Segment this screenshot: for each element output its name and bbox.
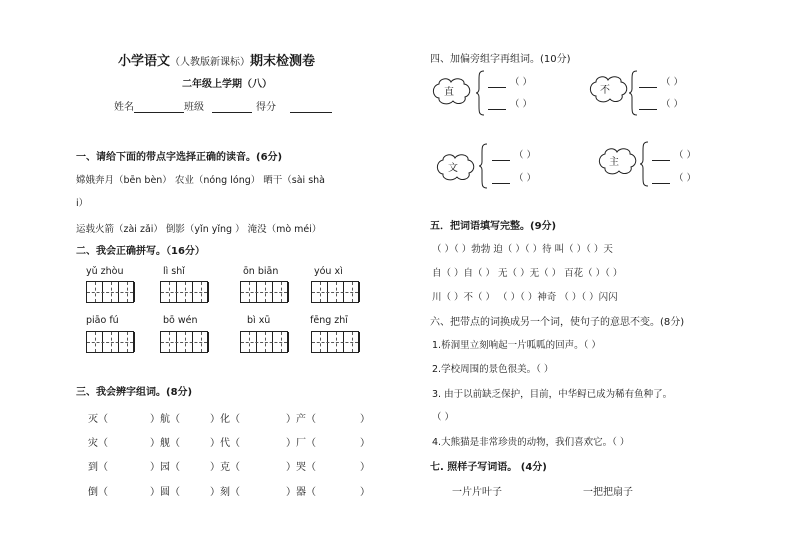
blank-parens: （ ）: [674, 173, 697, 184]
q4-blank-row[interactable]: [639, 96, 683, 110]
q3-cell: ）圆（: [150, 487, 180, 498]
q2-heading: 二、我会正确拼写。（16分）: [76, 246, 205, 257]
q3-cell: ）代（: [210, 438, 240, 449]
q3-cell: ）克（: [210, 462, 240, 473]
curly-brace-icon: [639, 141, 649, 187]
pinyin-item: yǔ zhòu: [86, 266, 124, 277]
flower-char: 直: [444, 87, 454, 98]
name-label: 姓名: [114, 102, 134, 113]
q6-sentence-4: 4.大熊猫是非常珍贵的动物，我们喜欢它。（ ）: [432, 437, 630, 448]
pinyin-item: piāo fú: [86, 315, 119, 326]
title-part-a: 小学语文: [118, 54, 171, 69]
writing-grid[interactable]: [86, 331, 134, 353]
pinyin-item: yóu xì: [314, 266, 343, 277]
q1-line-1b: i）: [76, 198, 89, 209]
q6-sentence-3-blank: （ ）: [432, 412, 455, 423]
curly-brace-icon: [475, 70, 485, 116]
q3-cell: ）化（: [210, 414, 240, 425]
blank-parens: （ ）: [514, 150, 537, 161]
q4-blank-row[interactable]: [639, 74, 683, 88]
writing-grid[interactable]: [311, 281, 359, 303]
q5-line-3: 川（ ）不（ ） （ ）（ ）神奇 （ ）（ ）闪闪: [432, 292, 618, 303]
q3-cell: ）: [360, 438, 370, 449]
q7-example-2: 一把把扇子: [583, 487, 633, 498]
q5-line-1: （ ）（ ）勃勃 迫（ ）（ ）待 叫（ ）（ ）天: [432, 244, 613, 255]
blank-parens: （ ）: [674, 150, 697, 161]
blank-parens: （ ）: [661, 77, 684, 88]
class-field[interactable]: [212, 102, 252, 113]
title-part-b: 期末检测卷: [250, 54, 316, 69]
q4-blank-row[interactable]: [488, 96, 532, 110]
q3-cell: 倒（: [88, 487, 108, 498]
q3-cell: ）: [360, 487, 370, 498]
q3-cell: ）园（: [150, 462, 180, 473]
flower-char: 文: [448, 163, 458, 174]
q5-line-2: 自（ ）自（ ） 无（ ）无（ ） 百花（ ）（ ）: [432, 268, 623, 279]
score-field[interactable]: [290, 102, 332, 113]
writing-grid[interactable]: [240, 281, 288, 303]
q4-blank-row[interactable]: [652, 170, 696, 184]
q4-blank-row[interactable]: [488, 74, 532, 88]
writing-grid[interactable]: [160, 281, 208, 303]
subtitle: 二年级上学期（八）: [182, 79, 272, 90]
blank-parens: （ ）: [510, 99, 533, 110]
student-info-row: [114, 98, 332, 113]
q6-sentence-2: 2.学校周围的景色很美。（ ）: [432, 364, 554, 375]
curly-brace-icon: [628, 70, 638, 116]
q3-cell: ）刻（: [210, 487, 240, 498]
class-label: 班级: [184, 102, 204, 113]
q5-heading: 五．把词语填写完整。(9分): [430, 221, 557, 232]
title-edition: （人教版新课标）: [170, 57, 251, 68]
q6-sentence-3: 3. 由于以前缺乏保护，目前，中华鲟已成为稀有鱼种了。: [432, 389, 673, 400]
q3-cell: 灾（: [88, 438, 108, 449]
q1-line-2: 运载火箭（zài zǎi） 倒影（yǐn yǐng ） 淹没（mò méi）: [76, 224, 322, 235]
q3-cell: ）厂（: [286, 438, 316, 449]
curly-brace-icon: [478, 143, 488, 189]
q3-cell: ）器（: [286, 487, 316, 498]
q4-blank-row[interactable]: [492, 147, 536, 161]
flower-char: 主: [609, 157, 619, 168]
q6-heading: 六、把带点的词换成另一个词，使句子的意思不变。(8分): [430, 317, 685, 328]
q4-blank-row[interactable]: [652, 147, 696, 161]
q3-cell: ）: [360, 462, 370, 473]
pinyin-item: bō wén: [163, 315, 198, 326]
name-field[interactable]: [134, 102, 184, 113]
pinyin-item: ōn biān: [243, 266, 279, 277]
q7-example-1: 一片片叶子: [452, 487, 502, 498]
pinyin-item: fēng zhī: [310, 315, 348, 326]
score-label: 得分: [256, 102, 276, 113]
q1-heading: 一、请给下面的带点字选择正确的读音。(6分): [76, 152, 283, 163]
q3-cell: ）舰（: [150, 438, 180, 449]
q1-line-1: 嫦娥奔月（bēn bèn） 农业（nóng lóng） 晒干（sài shà: [76, 175, 325, 186]
q3-cell: ）: [360, 414, 370, 425]
q4-heading: 四、加偏旁组字再组词。(10分): [430, 54, 571, 65]
pinyin-item: bì xū: [247, 315, 271, 326]
blank-parens: （ ）: [661, 99, 684, 110]
q7-heading: 七. 照样子写词语。 (4分): [430, 462, 547, 473]
writing-grid[interactable]: [240, 331, 288, 353]
writing-grid[interactable]: [86, 281, 134, 303]
flower-char: 不: [600, 85, 610, 96]
q3-cell: ）航（: [150, 414, 180, 425]
writing-grid[interactable]: [160, 331, 208, 353]
pinyin-item: lì shǐ: [163, 266, 185, 277]
q4-blank-row[interactable]: [492, 170, 536, 184]
writing-grid[interactable]: [311, 331, 359, 353]
q3-cell: 到（: [88, 462, 108, 473]
page-title: [118, 50, 315, 69]
blank-parens: （ ）: [514, 173, 537, 184]
blank-parens: （ ）: [510, 77, 533, 88]
q3-heading: 三、我会辨字组词。(8分): [76, 387, 193, 398]
q6-sentence-1: 1.桥洞里立刻响起一片呱呱的回声。（ ）: [432, 340, 601, 351]
q3-cell: ）哭（: [286, 462, 316, 473]
q3-cell: ）产（: [286, 414, 316, 425]
q3-cell: 灭（: [88, 414, 108, 425]
